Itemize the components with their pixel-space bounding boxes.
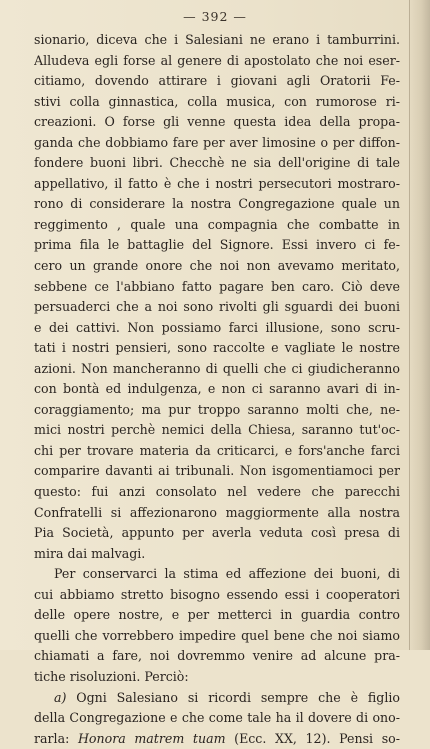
text-line: citiamo, dovendo attirare i giovani agli Oratorii Fe- — [34, 73, 400, 89]
text-line: fondere buoni libri. Checchè ne sia dell'origine di tale — [34, 155, 400, 171]
body-text — [34, 30, 400, 749]
list-item-line: della Congregazione e che come tale ha il dovere di ono- — [34, 710, 400, 726]
list-item-text: rarla: — [34, 730, 78, 746]
text-line: ganda che dobbiamo fare per aver limosine o per diffon- — [34, 134, 400, 150]
text-line: e dei cattivi. Non possiamo farci illusione, sono scru- — [34, 319, 400, 335]
text-line: cero un grande onore che noi non avevamo meritato, — [34, 258, 400, 274]
citation: (Ecc. XX, 12). Pensi so- — [225, 730, 400, 746]
paragraph-line: quelli che vorrebbero impedire quel bene che noi siamo — [34, 627, 400, 643]
text-line: tati i nostri pensieri, sono raccolte e vagliate le nostre — [34, 340, 400, 356]
text-line: questo: fui anzi consolato nel vedere che parecchi — [34, 484, 400, 500]
text-line: chi per trovare materia da criticarci, e fors'anche farci — [34, 442, 400, 458]
text-line: coraggiamento; ma pur troppo saranno molti che, ne- — [34, 401, 400, 417]
page-fold-line — [409, 0, 410, 650]
text-line: persuaderci che a noi sono rivolti gli sguardi dei buoni — [34, 299, 400, 315]
text-line: mira dai malvagi. — [34, 545, 146, 561]
list-item-line — [34, 729, 400, 749]
latin-quote: Honora matrem tuam — [77, 730, 226, 746]
paragraph-line: chiamati a fare, noi dovremmo venire ad alcune pra- — [34, 648, 400, 664]
paragraph-line: tiche risoluzioni. Perciò: — [34, 668, 189, 684]
text-line: comparire davanti ai tribunali. Non isgomentiamoci per — [34, 463, 400, 479]
text-line: sionario, diceva che i Salesiani ne erano i tamburrini. — [34, 32, 400, 47]
text-line: prima fila le battaglie del Signore. Essi invero ci fe- — [34, 237, 400, 253]
text-line: reggimento , quale una compagnia che combatte in — [34, 216, 400, 232]
text-line: mici nostri perchè nemici della Chiesa, saranno tut'oc- — [34, 422, 400, 438]
text-line: azioni. Non mancheranno di quelli che ci giudicheranno — [34, 360, 400, 376]
list-item-line — [34, 688, 400, 709]
text-line: sebbene ce l'abbiano fatto pagare ben caro. Ciò deve — [34, 278, 400, 294]
text-line: Confratelli si affezionarono maggiormente alla nostra — [34, 504, 400, 520]
text-line: Pia Società, appunto per averla veduta così presa di — [34, 525, 400, 541]
text-line: stivi colla ginnastica, colla musica, con rumorose ri- — [34, 93, 400, 109]
text-line: appellativo, il fatto è che i nostri persecutori mostraro- — [34, 175, 400, 191]
text-line: rono di considerare la nostra Congregazione quale un — [34, 196, 400, 212]
text-line: creazioni. O forse gli venne questa idea della propa- — [34, 114, 400, 130]
page-edge-shadow — [408, 0, 430, 650]
paragraph-line: delle opere nostre, e per metterci in guardia contro — [34, 607, 400, 623]
list-marker: a) — [54, 689, 67, 705]
paragraph-line: Per conservarci la stima ed affezione dei buoni, di — [54, 566, 400, 582]
page-number: — 392 — — [183, 9, 247, 24]
text-line: con bontà ed indulgenza, e non ci saranno avari di in- — [34, 381, 400, 397]
paragraph-line: cui abbiamo stretto bisogno essendo essi i cooperatori — [34, 586, 400, 602]
list-item-text: Ogni Salesiano si ricordi sempre che è figlio — [66, 689, 400, 705]
text-line: Alludeva egli forse al genere di apostolato che noi eser- — [34, 52, 400, 68]
